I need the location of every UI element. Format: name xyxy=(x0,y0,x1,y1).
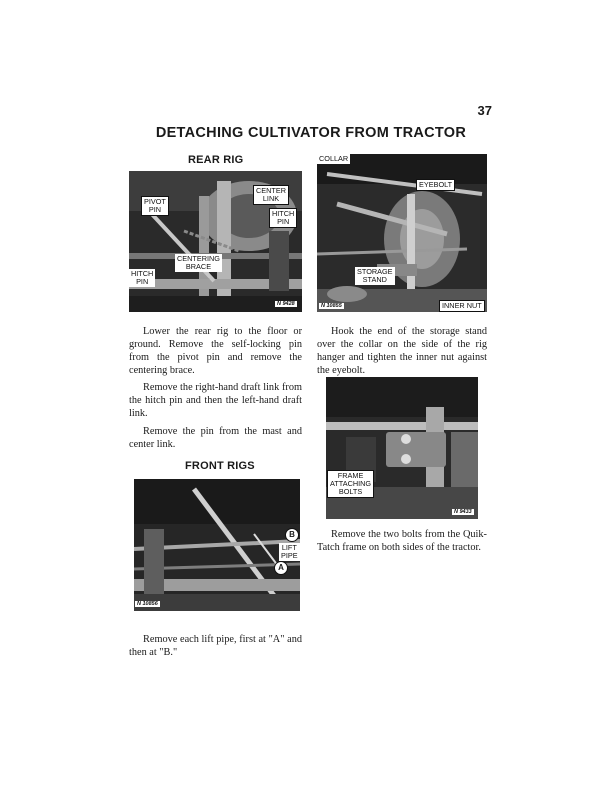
frame-bolts-photo xyxy=(326,377,478,519)
paragraph-6: Remove the two bolts from the Quik-Tatch frame on both sides of the tractor. xyxy=(317,529,487,553)
rear-rig-photo xyxy=(129,171,302,312)
paragraph-2: Remove the right-hand draft link from the hitch pin and then the left-hand draft link. xyxy=(129,382,302,419)
storage-stand-label: STORAGE STAND xyxy=(357,267,393,284)
rear-rig-heading: REAR RIG xyxy=(188,154,244,166)
circle-a-marker: A xyxy=(274,561,288,575)
hitch-pin-top-label: HITCH PIN xyxy=(269,208,297,228)
lift-pipe-label: LIFT PIPE xyxy=(281,543,298,560)
hitch-pin-left-label: HITCH PIN xyxy=(131,269,154,286)
frame-attaching-bolts-label: FRAME ATTACHING BOLTS xyxy=(327,470,374,498)
photo-code: N 9433 xyxy=(454,509,472,515)
photo-code: N 10856 xyxy=(137,601,158,607)
page-number: 37 xyxy=(477,103,492,118)
page-title: DETACHING CULTIVATOR FROM TRACTOR xyxy=(155,125,467,141)
centering-brace-label: CENTERING BRACE xyxy=(177,254,220,271)
paragraph-3: Remove the pin from the mast and center link. xyxy=(129,426,302,450)
photo-code: N 9428 xyxy=(277,301,295,307)
pivot-pin-label: PIVOT PIN xyxy=(141,196,169,216)
paragraph-1: Lower the rear rig to the floor or ground. Remove the self-locking pin from the pivot pin and remove the centering brace. xyxy=(129,326,302,376)
paragraph-5: Hook the end of the storage stand over the collar on the side of the rig hanger and tighten the inner nut against the eyebolt. xyxy=(317,326,487,376)
eyebolt-label: EYEBOLT xyxy=(416,179,455,191)
front-rigs-photo xyxy=(134,479,300,611)
inner-nut-label: INNER NUT xyxy=(439,300,485,312)
storage-stand-photo xyxy=(317,154,487,312)
front-rigs-heading: FRONT RIGS xyxy=(185,460,255,472)
circle-b-marker: B xyxy=(285,528,299,542)
collar-label: COLLAR xyxy=(319,154,349,163)
paragraph-4: Remove each lift pipe, first at "A" and then at "B." xyxy=(129,634,302,658)
photo-code: N 10855 xyxy=(321,303,342,309)
center-link-label: CENTER LINK xyxy=(253,185,289,205)
